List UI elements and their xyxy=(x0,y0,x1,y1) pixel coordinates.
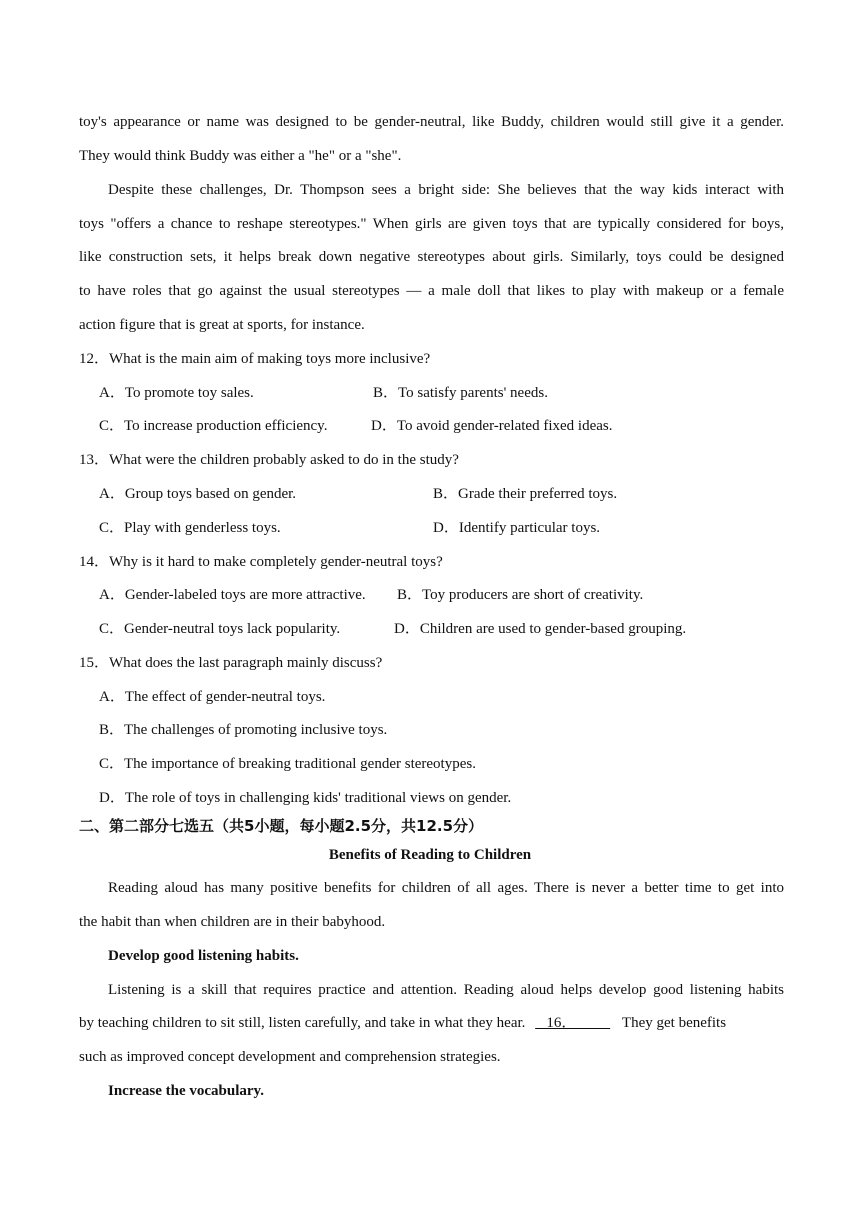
passage-line: such as improved concept development and comprehension strategies. xyxy=(79,1049,501,1065)
answer-blank-16: 16． xyxy=(535,1015,611,1031)
passage-line: toy's appearance or name was designed to be gender-neutral, like Buddy, children would still give it a gender. xyxy=(79,114,784,130)
passage-line: action figure that is great at sports, for instance. xyxy=(79,317,365,333)
question-stem: 13．What were the children probably asked to do in the study? xyxy=(79,452,459,468)
option-a: A．The effect of gender-neutral toys. xyxy=(99,689,326,705)
section-heading: 二、第二部分七选五（共5小题，每小题2.5分，共12.5分） xyxy=(79,817,484,835)
subheading: Increase the vocabulary. xyxy=(108,1083,264,1099)
option-c: C．The importance of breaking traditional gender stereotypes. xyxy=(99,756,476,772)
passage-line: the habit than when children are in their babyhood. xyxy=(79,914,386,930)
question-stem: 14．Why is it hard to make completely gender-neutral toys? xyxy=(79,554,443,570)
passage-line-with-blank xyxy=(79,1013,784,1033)
option-b: B．To satisfy parents' needs. xyxy=(373,385,548,401)
option-a: A．To promote toy sales. xyxy=(99,385,254,401)
option-c: C．Gender-neutral toys lack popularity. xyxy=(99,621,341,637)
option-d: D．To avoid gender-related fixed ideas. xyxy=(371,418,613,434)
passage-line: They would think Buddy was either a "he" or a "she". xyxy=(79,148,402,164)
passage-line: like construction sets, it helps break down negative stereotypes about girls. Similarly, toys could be designed xyxy=(79,249,784,265)
subheading: Develop good listening habits. xyxy=(108,948,299,964)
passage-line: Despite these challenges, Dr. Thompson sees a bright side: She believes that the way kids interact with xyxy=(108,182,784,198)
option-a: A．Gender-labeled toys are more attractive. xyxy=(99,587,366,603)
question-stem: 15．What does the last paragraph mainly discuss? xyxy=(79,655,383,671)
passage-line: Reading aloud has many positive benefits for children of all ages. There is never a better time to get into xyxy=(108,880,784,896)
passage-title: Benefits of Reading to Children xyxy=(328,847,532,863)
passage-line: toys "offers a chance to reshape stereotypes." When girls are given toys that are typically considered for boys, xyxy=(79,216,784,232)
passage-line: Listening is a skill that requires practice and attention. Reading aloud helps develop good listening habits xyxy=(108,982,784,998)
option-c: C．To increase production efficiency. xyxy=(99,418,328,434)
option-b: B．Grade their preferred toys. xyxy=(433,486,618,502)
option-d: D．The role of toys in challenging kids' traditional views on gender. xyxy=(99,790,512,806)
passage-text: by teaching children to sit still, listen carefully, and take in what they hear. xyxy=(79,1015,526,1031)
option-b: B．Toy producers are short of creativity. xyxy=(397,587,644,603)
option-a: A．Group toys based on gender. xyxy=(99,486,297,502)
passage-text: They get benefits xyxy=(621,1015,727,1031)
question-stem: 12．What is the main aim of making toys more inclusive? xyxy=(79,351,431,367)
option-b: B．The challenges of promoting inclusive toys. xyxy=(99,722,388,738)
passage-line: to have roles that go against the usual stereotypes — a male doll that likes to play with makeup or a female xyxy=(79,283,784,299)
option-d: D．Children are used to gender-based grouping. xyxy=(394,621,687,637)
option-d: D．Identify particular toys. xyxy=(433,520,601,536)
option-c: C．Play with genderless toys. xyxy=(99,520,281,536)
